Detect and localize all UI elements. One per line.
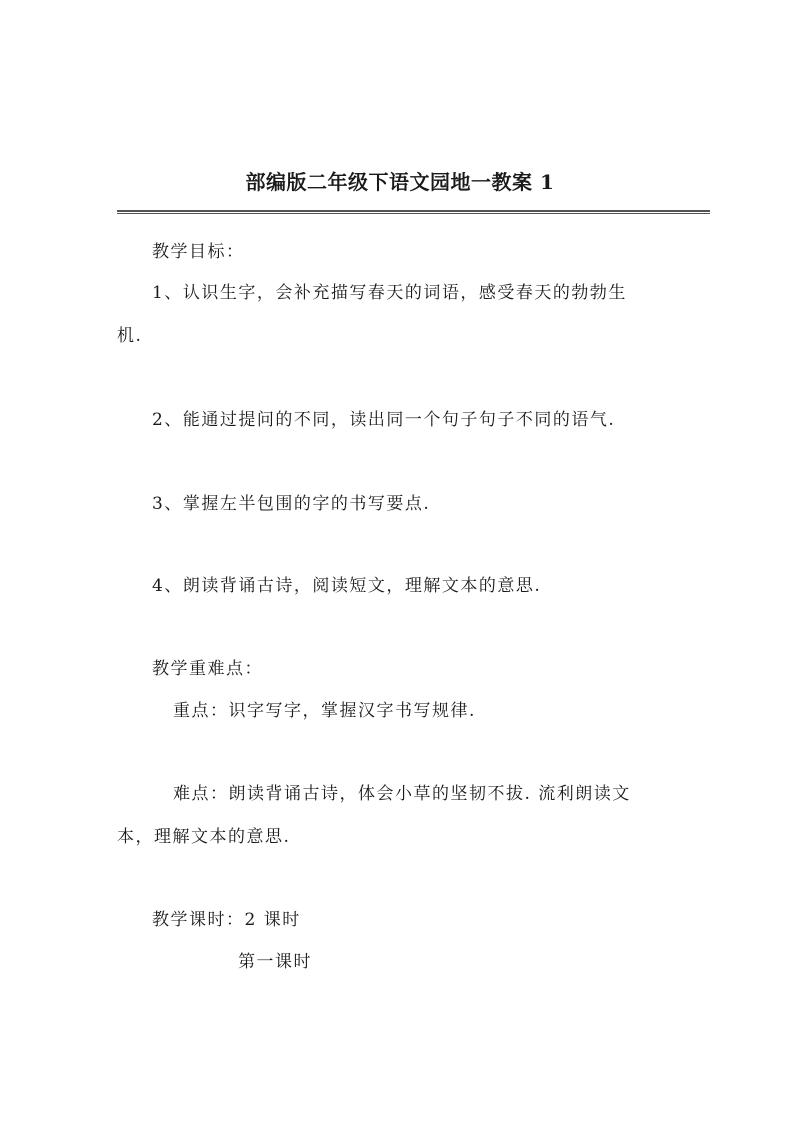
key-points-heading: 教学重难点：	[152, 659, 263, 679]
difficulty-line-1: 难点：朗读背诵古诗，体会小草的坚韧不拔. 流利朗读文	[173, 784, 631, 804]
document-title: 部编版二年级下语文园地一教案 1	[245, 170, 555, 194]
objective-2: 2、能通过提问的不同，读出同一个句子句子不同的语气.	[152, 410, 616, 430]
objectives-heading: 教学目标：	[152, 242, 245, 262]
objective-3: 3、掌握左半包围的字的书写要点.	[152, 494, 431, 514]
objective-1-line-2: 机.	[117, 326, 143, 346]
difficulty-line-2: 本，理解文本的意思.	[117, 827, 291, 847]
objective-1-line-1: 1、认识生字，会补充描写春天的词语，感受春天的勃勃生	[152, 283, 627, 303]
objective-4: 4、朗读背诵古诗，阅读短文，理解文本的意思.	[152, 576, 542, 596]
class-hours: 教学课时：2 课时	[152, 910, 301, 930]
first-lesson-heading: 第一课时	[238, 952, 312, 972]
title-divider	[117, 210, 710, 214]
key-point: 重点：识字写字，掌握汉字书写规律.	[173, 701, 476, 721]
